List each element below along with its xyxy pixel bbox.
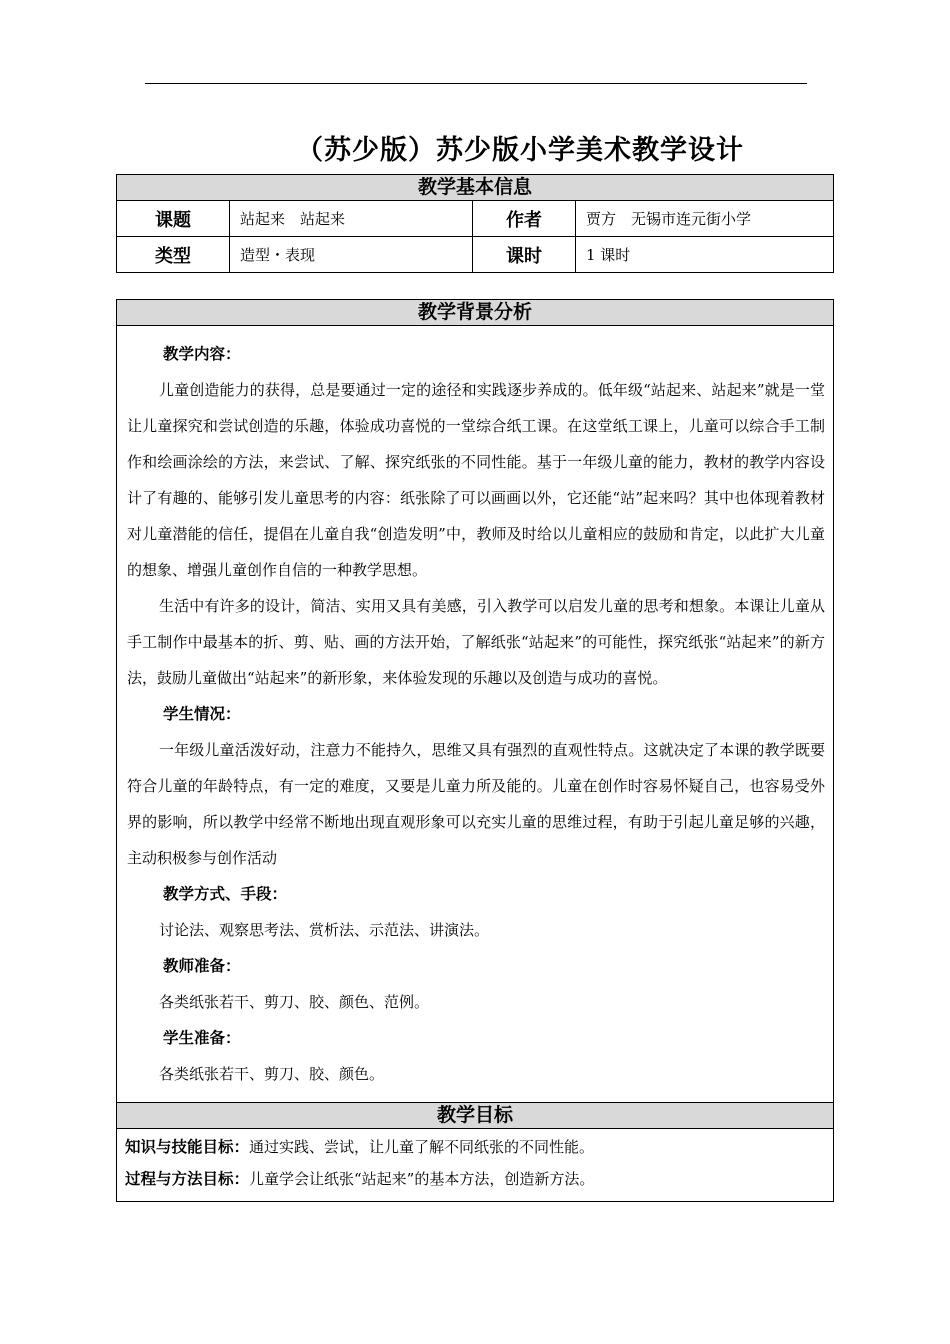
methods-text: 讨论法、观察思考法、赏析法、示范法、讲演法。: [159, 921, 490, 939]
goals-header: 教学目标: [117, 1103, 834, 1129]
background-content: [117, 326, 834, 1103]
process-goal-label: 过程与方法目标：: [125, 1170, 250, 1188]
teacher-prep-text: 各类纸张若干、剪刀、胶、颜色、范例。: [159, 993, 430, 1011]
topic-value: 站起来 站起来: [230, 201, 473, 237]
type-label: 类型: [117, 237, 230, 273]
hours-value: 1 课时: [576, 237, 834, 273]
student-prep-subtitle: 学生准备：: [163, 1029, 241, 1047]
students-subtitle: 学生情况：: [163, 705, 241, 723]
hours-label: 课时: [473, 237, 576, 273]
document-title: （苏少版）苏少版小学美术教学设计: [296, 135, 744, 166]
goals-content: [117, 1129, 834, 1202]
header-rule: [145, 83, 807, 84]
knowledge-goal-label: 知识与技能目标：: [125, 1138, 250, 1156]
methods-subtitle: 教学方式、手段：: [163, 885, 288, 903]
content-subtitle: 教学内容：: [163, 345, 241, 363]
knowledge-goal-text: 通过实践、尝试，让儿童了解不同纸张的不同性能。: [249, 1138, 595, 1156]
author-label: 作者: [473, 201, 576, 237]
basic-info-header: 教学基本信息: [117, 175, 834, 201]
type-value: 造型・表现: [230, 237, 473, 273]
knowledge-goal: [125, 1131, 825, 1163]
process-goal: [125, 1163, 825, 1195]
student-prep-text: 各类纸张若干、剪刀、胶、颜色。: [159, 1065, 385, 1083]
process-goal-text: 儿童学会让纸张“站起来”的基本方法，创造新方法。: [249, 1170, 595, 1188]
teacher-prep-subtitle: 教师准备：: [163, 957, 241, 975]
background-goals-table: [116, 299, 834, 1202]
topic-label: 课题: [117, 201, 230, 237]
students-paragraph: 一年级儿童活泼好动，注意力不能持久，思维又具有强烈的直观性特点。这就决定了本课的教学既要符合儿童的年龄特点，有一定的难度，又要是儿童力所及能的。儿童在创作时容易怀疑自己，也容易受外界的影响，所以教学中经常不断地出现直观形象可以充实儿童的思维过程，有助于引起儿童足够的兴趣，主动积极参与创作活动: [127, 741, 825, 867]
content-paragraph-2: 生活中有许多的设计，简洁、实用又具有美感，引入教学可以启发儿童的思考和想象。本课让儿童从手工制作中最基本的折、剪、贴、画的方法开始，了解纸张“站起来”的可能性，探究纸张“站起来”的新方法，鼓励儿童做出“站起来”的新形象，来体验发现的乐趣以及创造与成功的喜悦。: [127, 597, 825, 687]
basic-info-table: [116, 174, 834, 273]
author-value: 贾方 无锡市连元街小学: [576, 201, 834, 237]
content-paragraph-1: 儿童创造能力的获得，总是要通过一定的途径和实践逐步养成的。低年级“站起来、站起来”就是一堂让儿童探究和尝试创造的乐趣，体验成功喜悦的一堂综合纸工课。在这堂纸工课上，儿童可以综合手工制作和绘画涂绘的方法，来尝试、了解、探究纸张的不同性能。基于一年级儿童的能力，教材的教学内容设计了有趣的、能够引发儿童思考的内容：纸张除了可以画画以外，它还能“站”起来吗？其中也体现着教材对儿童潜能的信任，提倡在儿童自我“创造发明”中，教师及时给以儿童相应的鼓励和肯定，以此扩大儿童的想象、增强儿童创作自信的一种教学思想。: [127, 381, 825, 579]
background-header: 教学背景分析: [117, 300, 834, 326]
